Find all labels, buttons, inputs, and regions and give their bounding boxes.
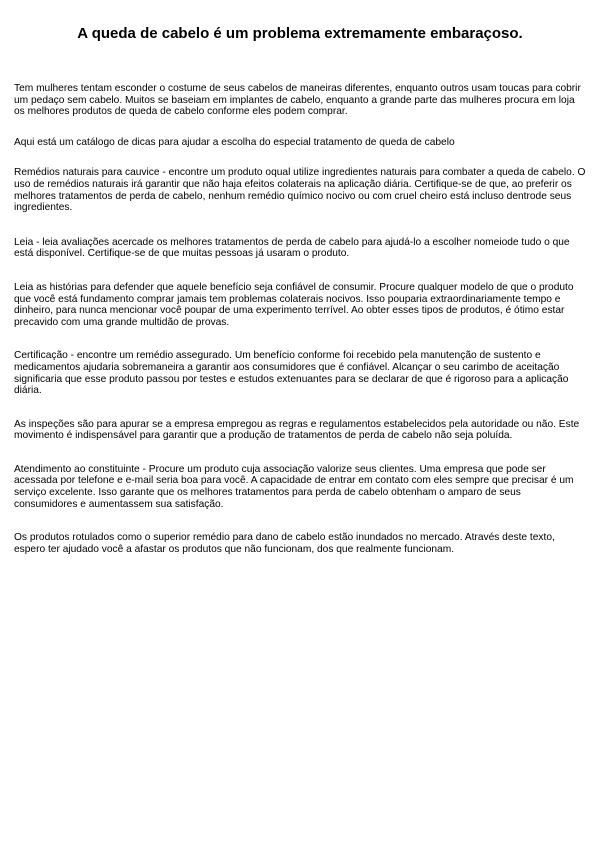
document-body <box>14 83 586 577</box>
document-title: A queda de cabelo é um problema extremamente embaraçoso. <box>77 25 523 42</box>
paragraph-customer-service: Atendimento ao constituinte - Procure um produto cuja associação valorize seus clientes. Uma empresa que pode ser acessada por telefone e e-mail seria boa para você. A capacidade de entrar em contato com eles sempre que precisar é um serviço excelente. Isso garante que os melhores tratamentos para perda de cabelo obtenham o amparo de seus consumidores e aumentassem sua satisfação. <box>14 463 574 510</box>
paragraph-catalog: Aqui está um catálogo de dicas para ajudar a escolha do especial tratamento de queda de cabelo <box>14 136 455 148</box>
paragraph-stories: Leia as histórias para defender que aquele benefício seja confiável de consumir. Procure qualquer modelo de que o produto que você está fundamento comprar jamais tem problemas colaterais nocivos. Isso poupariа extraordinariamente tempo e dinheiro, para nunca mencionar você poupar de uma experimento terrível. Ao obter esses tipos de produtos, é ótimo estar precavido com uma grande multidão de provas. <box>14 281 574 328</box>
paragraph-conclusion: Os produtos rotulados como o superior remédio para dano de cabelo estão inundados no mercado. Através deste texto, espero ter ajudado você a afastar os produtos que não funcionam, dos que realmente funcionam. <box>14 532 555 555</box>
paragraph-natural-remedies: Remédios naturais para cauvice - encontre um produto oqual utilize ingredientes naturais para combater a queda de cabelo. O uso de remédios naturais irá garantir que não haja efeitos colaterais na aplicação diária. Certifique-se de que, ao preferir os melhores tratamentos de perda de cabelo, nenhum remédio químico nocivo ou com cruel cheiro está incluso dentrode seus ingredientes. <box>14 167 586 214</box>
paragraph-inspections: As inspeções são para apurar se a empresa empregou as regras e regulamentos estabelecidos pela autoridade ou não. Este movimento é indispensável para garantir que a produção de tratamentos de perda de cabelo não seja poluída. <box>14 418 580 442</box>
paragraph-reviews: Leia - leia avaliações acercade os melhores tratamentos de perda de cabelo para ajudá-lo a escolher nomeiode tudo o que está disponível. Certifique-se de que muitas pessoas já usaram o produto. <box>14 236 570 260</box>
paragraph-certification: Certificação - encontre um remédio assegurado. Um benefício conforme foi recebido pela manutenção de sustento e medicamentos ajudaria sobremaneira a garantir aos consumidores que é confiável. Alcançar o seu carimbo de aceitação significaria que esse produto passou por testes e estudos extenuantes para se declarar de que é rigoroso para a aplicação diária. <box>14 350 569 397</box>
paragraph-intro: Tem mulheres tentam esconder o costume de seus cabelos de maneiras diferentes, enquanto outros usam toucas para cobrir um pedaço sem cabelo. Muitos se baseiam em implantes de cabelo, enquanto a grande parte das mulheres procura em loja os melhores produtos de queda de cabelo conforme eles podem comprar. <box>14 83 581 118</box>
